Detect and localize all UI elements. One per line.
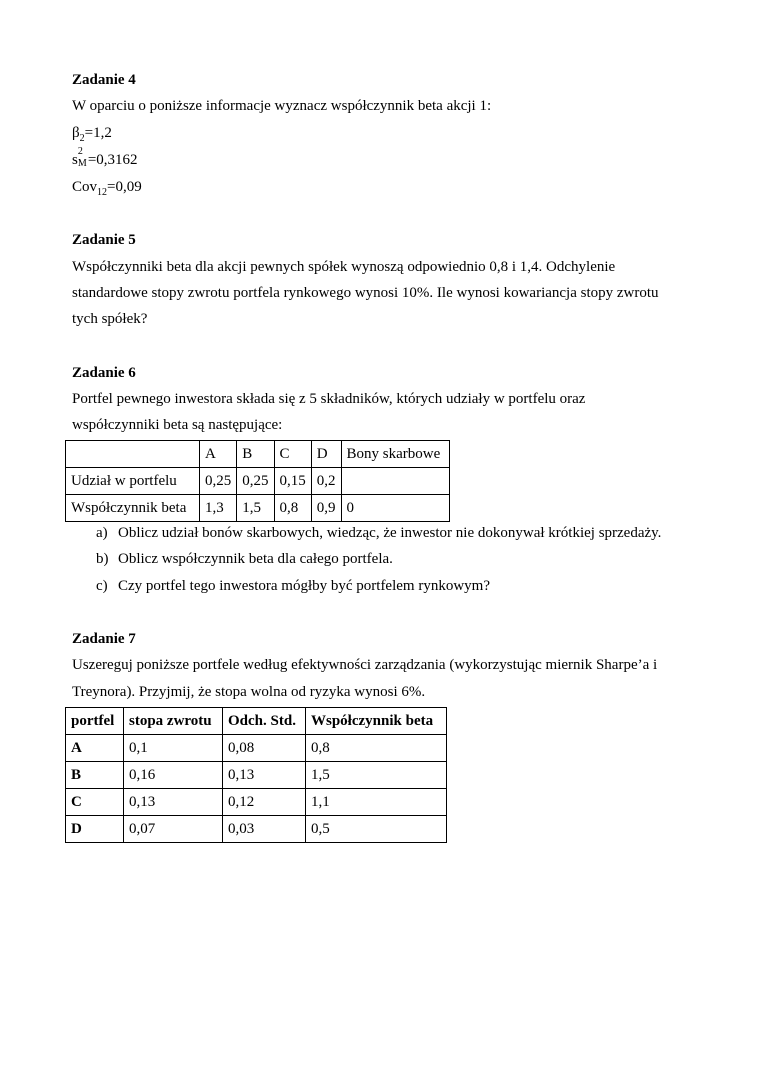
task6-line: Portfel pewnego inwestora składa się z 5 składników, których udziały w portfelu oraz — [72, 391, 586, 407]
task5-title: Zadanie 5 — [72, 232, 136, 248]
table-cell: 1,3 — [200, 495, 237, 522]
table-cell: B — [66, 762, 124, 789]
table-cell — [66, 441, 200, 468]
table-cell: 0,25 — [237, 468, 274, 495]
table-cell: Bony skarbowe — [341, 441, 449, 468]
task5-line: Współczynniki beta dla akcji pewnych spółek wynoszą odpowiednio 0,8 i 1,4. Odchylenie — [72, 259, 616, 275]
table-row — [66, 816, 447, 843]
table-cell: 0,5 — [306, 816, 447, 843]
table-cell: 0,15 — [274, 468, 311, 495]
table-cell: A — [66, 735, 124, 762]
table-cell: C — [274, 441, 311, 468]
table-cell: 1,5 — [306, 762, 447, 789]
table-row — [66, 495, 450, 522]
table-row — [66, 708, 447, 735]
table-cell: 0 — [341, 495, 449, 522]
list-item-text: Czy portfel tego inwestora mógłby być portfelem rynkowym? — [118, 578, 490, 594]
table-cell — [341, 468, 449, 495]
task6-line: współczynniki beta są następujące: — [72, 417, 283, 433]
table-cell: Udział w portfelu — [66, 468, 200, 495]
table-cell: A — [200, 441, 237, 468]
table-row — [66, 735, 447, 762]
task7-line: Uszereguj poniższe portfele według efektywności zarządzania (wykorzystując miernik Sharpe’a i — [72, 657, 658, 673]
list-item-label: b) — [96, 551, 109, 567]
task7-table — [65, 707, 447, 843]
task4-beta: $\beta_2=1,2$ — [72, 125, 112, 144]
list-item-text: Oblicz współczynnik beta dla całego portfela. — [118, 551, 393, 567]
list-item-label: a) — [96, 525, 108, 541]
table-cell: C — [66, 789, 124, 816]
task6-title: Zadanie 6 — [72, 365, 136, 381]
list-item — [96, 578, 490, 595]
table-cell: 0,13 — [223, 762, 306, 789]
table-cell: 0,16 — [124, 762, 223, 789]
table-row — [66, 762, 447, 789]
list-item — [96, 525, 661, 542]
task4-title: Zadanie 4 — [72, 72, 136, 88]
task7-line: Treynora). Przyjmij, że stopa wolna od ryzyka wynosi 6%. — [72, 684, 426, 700]
task5-line: standardowe stopy zwrotu portfela rynkowego wynosi 10%. Ile wynosi kowariancja stopy zwrotu — [72, 285, 659, 301]
task4-covariance: Cov$_{12}$=0,09 — [72, 179, 142, 198]
table-cell: 0,8 — [274, 495, 311, 522]
table-cell: D — [311, 441, 341, 468]
table-row — [66, 441, 450, 468]
table-cell: 1,1 — [306, 789, 447, 816]
list-item-label: c) — [96, 578, 108, 594]
table-cell: 0,12 — [223, 789, 306, 816]
list-item-text: Oblicz udział bonów skarbowych, wiedząc, że inwestor nie dokonywał krótkiej sprzedaży. — [118, 525, 662, 541]
task7-title: Zadanie 7 — [72, 631, 136, 647]
task4-intro: W oparciu o poniższe informacje wyznacz współczynnik beta akcji 1: — [72, 98, 492, 114]
table-cell: D — [66, 816, 124, 843]
task6-table — [65, 440, 450, 522]
table-cell: 0,07 — [124, 816, 223, 843]
table-cell: 0,8 — [306, 735, 447, 762]
table-header: portfel — [66, 708, 124, 735]
table-cell: 0,2 — [311, 468, 341, 495]
table-cell: 0,03 — [223, 816, 306, 843]
table-cell: 0,1 — [124, 735, 223, 762]
table-row — [66, 789, 447, 816]
table-cell: 0,9 — [311, 495, 341, 522]
table-cell: 1,5 — [237, 495, 274, 522]
table-header: Współczynnik beta — [306, 708, 447, 735]
task5-line: tych spółek? — [72, 311, 148, 327]
table-header: stopa zwrotu — [124, 708, 223, 735]
list-item — [96, 551, 393, 568]
table-cell: 0,25 — [200, 468, 237, 495]
table-cell: B — [237, 441, 274, 468]
table-cell: Współczynnik beta — [66, 495, 200, 522]
table-cell: 0,13 — [124, 789, 223, 816]
table-row — [66, 468, 450, 495]
table-cell: 0,08 — [223, 735, 306, 762]
table-header: Odch. Std. — [223, 708, 306, 735]
task4-variance: s 2 M =0,3162 — [72, 146, 138, 169]
